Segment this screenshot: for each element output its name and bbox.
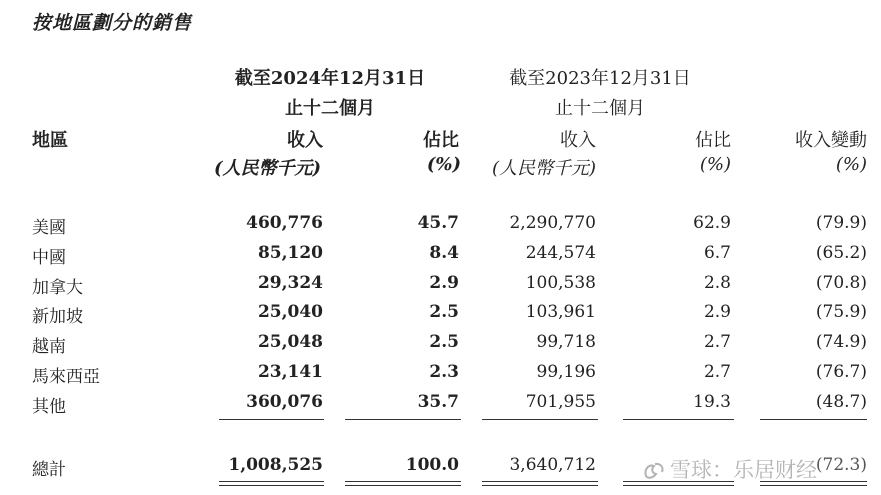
period-2023-line1: 截至2023年12月31日 <box>509 68 691 89</box>
total-label: 總計 <box>32 460 66 480</box>
total-rule-rev2023-2 <box>482 485 598 486</box>
total-rule-share2024-1 <box>345 481 461 482</box>
table-cell-change: (79.9) <box>815 213 867 233</box>
watermark <box>642 454 817 484</box>
column-header-revenue-2024-unit: (人民幣千元) <box>213 158 321 179</box>
column-header-revenue-change-unit: (%) <box>835 154 867 175</box>
table-cell-share2023: 2.8 <box>703 273 731 293</box>
total-rule-share2023-2 <box>623 485 734 486</box>
table-cell-change: (65.2) <box>815 243 867 263</box>
table-row-region: 新加坡 <box>32 307 83 327</box>
table-cell-rev2024: 25,040 <box>257 302 323 322</box>
period-2024-line2: 止十二個月 <box>285 98 375 119</box>
table-cell-share2023: 2.9 <box>703 302 731 322</box>
subtotal-rule-change <box>760 419 867 420</box>
table-cell-share2024: 2.5 <box>429 302 459 322</box>
table-cell-rev2023: 100,538 <box>525 273 596 293</box>
column-header-revenue-2023: 收入 <box>560 130 596 151</box>
table-cell-rev2023: 99,718 <box>536 332 596 352</box>
table-cell-share2023: 19.3 <box>693 392 731 412</box>
total-rule-rev2023-1 <box>482 481 598 482</box>
subtotal-rule-rev2023 <box>482 419 598 420</box>
table-cell-share2024: 2.9 <box>429 273 459 293</box>
subtotal-rule-rev2024 <box>219 419 324 420</box>
total-rule-change-2 <box>760 485 867 486</box>
table-cell-change: (75.9) <box>815 302 867 322</box>
period-2024-line1: 截至2024年12月31日 <box>234 68 426 89</box>
table-cell-rev2024: 85,120 <box>257 243 323 263</box>
subtotal-rule-share2023 <box>623 419 734 420</box>
table-cell-rev2023: 103,961 <box>525 302 596 322</box>
table-cell-rev2024: 29,324 <box>257 273 323 293</box>
total-share2024: 100.0 <box>405 455 459 475</box>
table-row-region: 美國 <box>32 218 66 238</box>
total-rev2024: 1,008,525 <box>228 455 323 475</box>
table-row-region: 馬來西亞 <box>32 367 100 387</box>
table-cell-share2023: 6.7 <box>703 243 731 263</box>
section-title: 按地區劃分的銷售 <box>32 12 193 34</box>
total-rev2023: 3,640,712 <box>509 455 596 475</box>
table-row-region: 其他 <box>32 397 66 417</box>
table-cell-rev2023: 99,196 <box>536 362 596 382</box>
table-cell-rev2023: 2,290,770 <box>509 213 596 233</box>
table-cell-share2023: 2.7 <box>703 332 731 352</box>
table-cell-share2024: 45.7 <box>417 213 459 233</box>
column-header-share-2023: 佔比 <box>695 130 731 151</box>
table-cell-rev2024: 23,141 <box>257 362 323 382</box>
period-2023-line2: 止十二個月 <box>555 98 645 119</box>
total-change: (72.3) <box>815 455 867 475</box>
table-row-region: 越南 <box>32 337 66 357</box>
table-cell-share2023: 62.9 <box>693 213 731 233</box>
table-cell-change: (70.8) <box>815 273 867 293</box>
subtotal-rule-share2024 <box>345 419 461 420</box>
snowball-logo-icon <box>642 460 666 482</box>
column-header-share-2024-unit: (%) <box>426 154 461 175</box>
table-cell-share2023: 2.7 <box>703 362 731 382</box>
table-cell-change: (76.7) <box>815 362 867 382</box>
total-rule-rev2024-2 <box>219 485 324 486</box>
table-cell-share2024: 2.3 <box>429 362 459 382</box>
table-cell-change: (48.7) <box>815 392 867 412</box>
column-header-revenue-2024: 收入 <box>287 130 323 151</box>
total-rule-rev2024-1 <box>219 481 324 482</box>
column-header-region: 地區 <box>32 130 68 151</box>
table-cell-rev2024: 25,048 <box>257 332 323 352</box>
column-header-share-2023-unit: (%) <box>699 154 731 175</box>
column-header-share-2024: 佔比 <box>423 130 459 151</box>
table-cell-rev2024: 460,776 <box>246 213 323 233</box>
table-cell-rev2023: 701,955 <box>525 392 596 412</box>
total-rule-share2024-2 <box>345 485 461 486</box>
watermark-text: 雪球：乐居财经 <box>670 458 817 482</box>
table-cell-change: (74.9) <box>815 332 867 352</box>
table-row-region: 加拿大 <box>32 278 83 298</box>
table-cell-share2024: 2.5 <box>429 332 459 352</box>
column-header-revenue-change: 收入變動 <box>795 130 867 151</box>
table-row-region: 中國 <box>32 248 66 268</box>
table-cell-share2024: 35.7 <box>417 392 459 412</box>
table-cell-share2024: 8.4 <box>429 243 459 263</box>
table-cell-rev2024: 360,076 <box>246 392 323 412</box>
table-cell-rev2023: 244,574 <box>525 243 596 263</box>
column-header-revenue-2023-unit: (人民幣千元) <box>491 158 596 179</box>
